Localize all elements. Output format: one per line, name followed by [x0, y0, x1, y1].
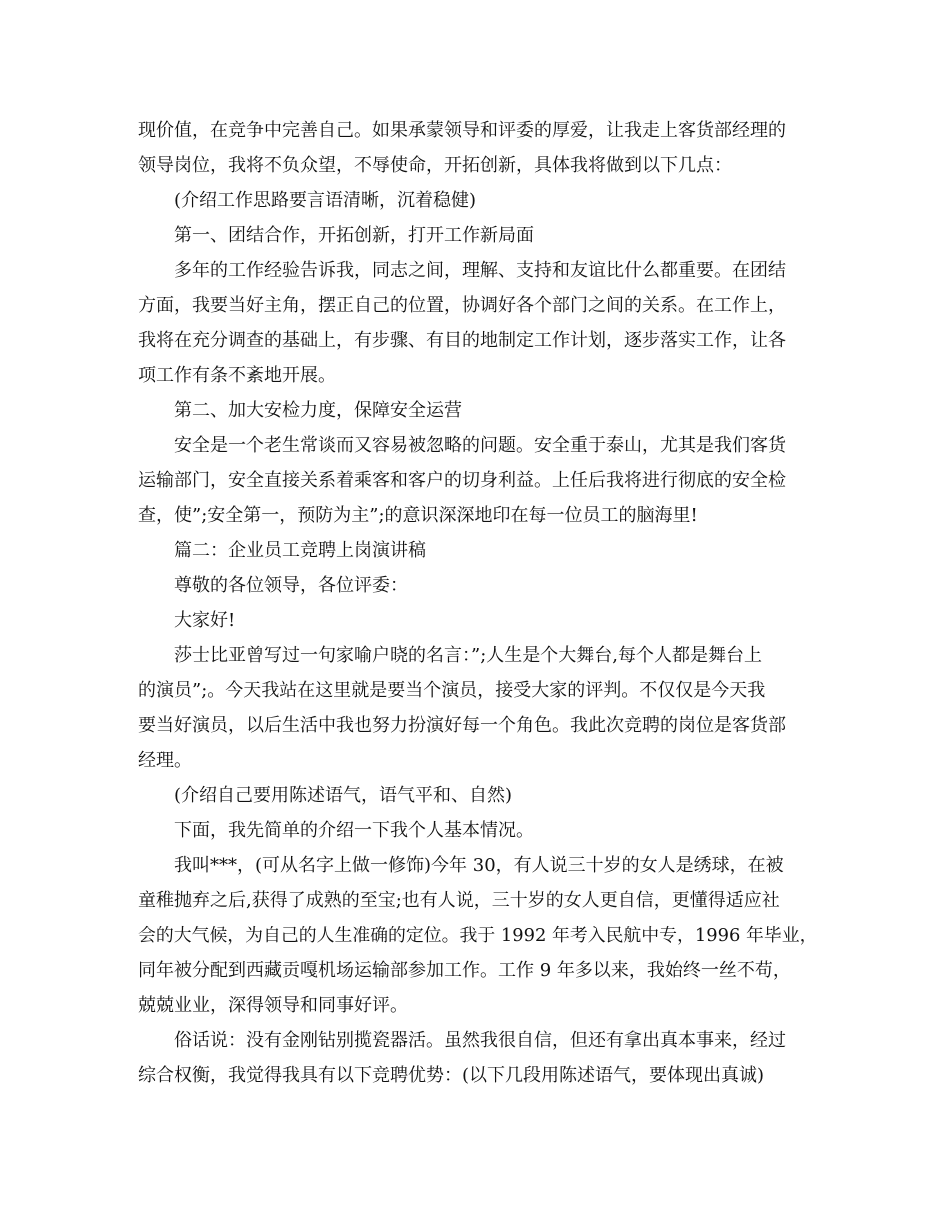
text-line: 运输部门，安全直接关系着乘客和客户的切身利益。上任后我将进行彻底的安全检	[138, 470, 786, 491]
text-line: 查，使”;安全第一，预防为主”;的意识深深地印在每一位员工的脑海里!	[138, 505, 698, 526]
text-line: 大家好!	[174, 610, 236, 631]
text-line: 我叫***，(可从名字上做一修饰)今年 30，有人说三十岁的女人是绣球，在被	[174, 855, 784, 876]
text-line: 尊敬的各位领导，各位评委：	[174, 575, 408, 596]
text-line: 第一、团结合作，开拓创新，打开工作新局面	[174, 225, 534, 246]
text-line: 现价值，在竞争中完善自己。如果承蒙领导和评委的厚爱，让我走上客货部经理的	[138, 120, 786, 141]
text-line: 俗话说：没有金刚钻别揽瓷器活。虽然我很自信，但还有拿出真本事来，经过	[174, 1030, 786, 1051]
text-line: 多年的工作经验告诉我，同志之间，理解、支持和友谊比什么都重要。在团结	[174, 260, 786, 281]
text-line: 我将在充分调查的基础上，有步骤、有目的地制定工作计划，逐步落实工作，让各	[138, 330, 786, 351]
text-line: 第二、加大安检力度，保障安全运营	[174, 400, 462, 421]
text-line: 要当好演员，以后生活中我也努力扮演好每一个角色。我此次竞聘的岗位是客货部	[138, 715, 786, 736]
text-line: 同年被分配到西藏贡嘎机场运输部参加工作。工作 9 年多以来，我始终一丝不苟，	[138, 960, 791, 981]
text-line: 会的大气候，为自己的人生准确的定位。我于 1992 年考入民航中专，1996 年毕业，	[138, 925, 818, 946]
text-line: 领导岗位，我将不负众望，不辱使命，开拓创新，具体我将做到以下几点：	[138, 155, 732, 176]
text-line: 综合权衡，我觉得我具有以下竞聘优势：(以下几段用陈述语气，要体现出真诚)	[138, 1065, 765, 1086]
text-line: 安全是一个老生常谈而又容易被忽略的问题。安全重于泰山，尤其是我们客货	[174, 435, 786, 456]
text-line: 方面，我要当好主角，摆正自己的位置，协调好各个部门之间的关系。在工作上，	[138, 295, 786, 316]
text-line: (介绍自己要用陈述语气，语气平和、自然)	[174, 785, 513, 806]
text-line: 兢兢业业，深得领导和同事好评。	[138, 995, 408, 1016]
text-line: 童稚抛弃之后,获得了成熟的至宝;也有人说，三十岁的女人更自信，更懂得适应社	[138, 890, 780, 911]
text-line: 的演员”;。今天我站在这里就是要当个演员，接受大家的评判。不仅仅是今天我	[138, 680, 766, 701]
text-line: 下面，我先简单的介绍一下我个人基本情况。	[174, 820, 534, 841]
text-line: 项工作有条不紊地开展。	[138, 365, 336, 386]
text-line: 经理。	[138, 750, 192, 771]
text-line: (介绍工作思路要言语清晰，沉着稳健)	[174, 190, 477, 211]
text-line: 莎士比亚曾写过一句家喻户晓的名言：”;人生是个大舞台,每个人都是舞台上	[174, 645, 762, 666]
document-body	[138, 113, 818, 1093]
text-line: 篇二：企业员工竞聘上岗演讲稿	[174, 540, 426, 561]
